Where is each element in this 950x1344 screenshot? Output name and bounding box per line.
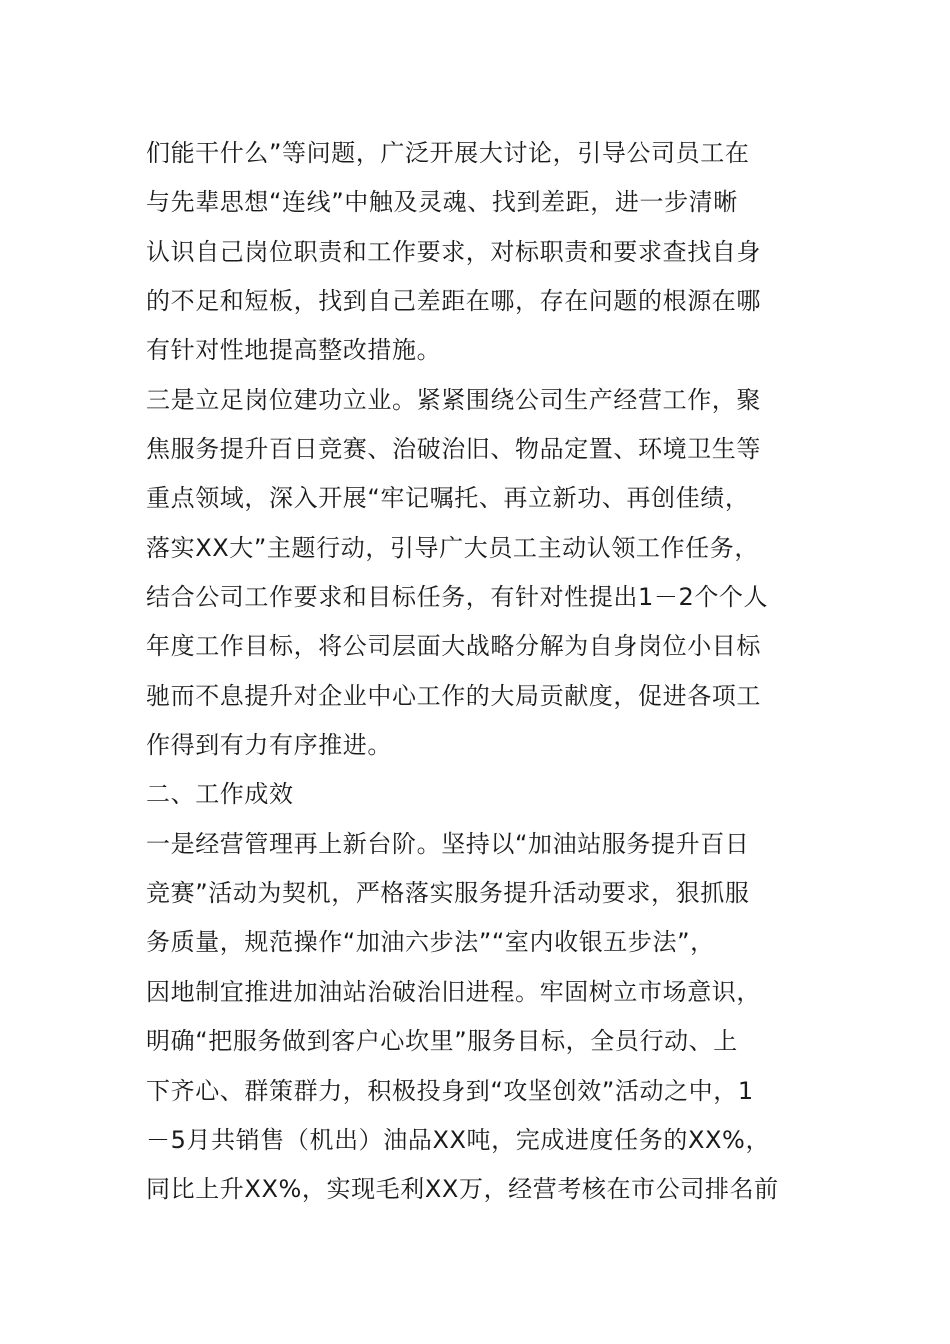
text-line: 年度工作目标，将公司层面大战略分解为自身岗位小目标 xyxy=(146,632,761,660)
text-line: 结合公司工作要求和目标任务，有针对性提出1－2个个人 xyxy=(146,583,769,611)
text-line: 务质量，规范操作“加油六步法”“室内收银五步法”， xyxy=(146,928,715,956)
text-line: 们能干什么”等问题，广泛开展大讨论，引导公司员工在 xyxy=(146,139,750,167)
text-line: 落实XX大”主题行动，引导广大员工主动认领工作任务， xyxy=(146,534,759,562)
text-line: 同比上升XX%，实现毛利XX万，经营考核在市公司排名前 xyxy=(146,1175,779,1203)
text-line: 重点领域，深入开展“牢记嘱托、再立新功、再创佳绩， xyxy=(146,484,750,512)
text-line: 因地制宜推进加油站治破治旧进程。牢固树立市场意识， xyxy=(146,978,761,1006)
section-heading: 二、工作成效 xyxy=(146,780,294,808)
text-line: 焦服务提升百日竞赛、治破治旧、物品定置、环境卫生等 xyxy=(146,435,761,463)
text-line: 三是立足岗位建功立业。紧紧围绕公司生产经营工作，聚 xyxy=(146,386,761,414)
text-line: 与先辈思想“连线”中触及灵魂、找到差距，进一步清晰 xyxy=(146,188,738,216)
text-line: 的不足和短板，找到自己差距在哪，存在问题的根源在哪 xyxy=(146,287,761,315)
text-line: 下齐心、群策群力，积极投身到“攻坚创效”活动之中，1 xyxy=(146,1077,754,1105)
text-line: 明确“把服务做到客户心坎里”服务目标，全员行动、上 xyxy=(146,1027,738,1055)
text-line: 一是经营管理再上新台阶。坚持以“加油站服务提升百日 xyxy=(146,830,750,858)
text-line: 驰而不息提升对企业中心工作的大局贡献度，促进各项工 xyxy=(146,682,761,710)
text-line: 竞赛”活动为契机，严格落实服务提升活动要求，狠抓服 xyxy=(146,879,750,907)
text-line: 作得到有力有序推进。 xyxy=(146,731,392,759)
text-line: －5月共销售（机出）油品XX吨，完成进度任务的XX%， xyxy=(146,1126,771,1154)
text-line: 有针对性地提高整改措施。 xyxy=(146,336,442,364)
text-line: 认识自己岗位职责和工作要求，对标职责和要求查找自身 xyxy=(146,238,761,266)
